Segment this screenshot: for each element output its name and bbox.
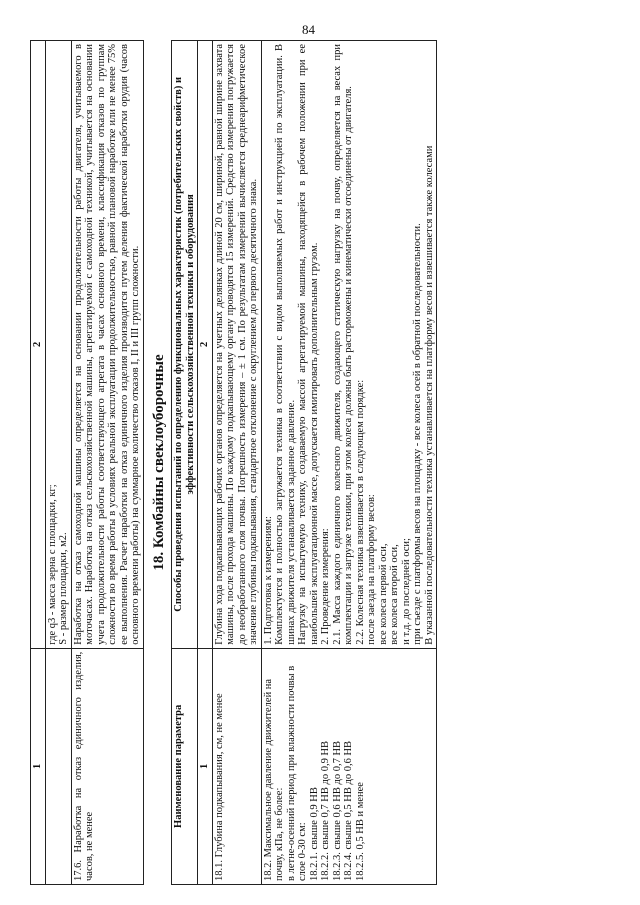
table-17 <box>30 40 144 885</box>
table-17-col1-header: 1 <box>31 648 46 884</box>
param-18-2-line: в летне-осенний период при влажности почвы в слое 0-30 см: <box>285 665 308 881</box>
param-18-2-line: 18.2. Максимальное давление движителей на почву, кПа, не более: <box>262 678 285 881</box>
method-line: все колеса второй оси, <box>389 544 400 645</box>
method-line: Нагрузку на испытуемую технику, создаваемую массой агрегатируемой машины, находящейся в рабочем положении при ее наибольшей эксплуатационной массе, допускается имитировать дополнительным грузом. <box>297 44 320 645</box>
method-line: и т.д. до последней оси; <box>400 538 412 645</box>
param-18-2-line: 18.2.5. 0,5 НВ и менее <box>354 782 366 881</box>
table-18-col1-number: 1 <box>198 648 213 884</box>
table-17-empty-cell <box>45 648 71 884</box>
param-18-2-line: 18.2.4. свыше 0,5 НВ до 0,6 НВ <box>343 740 354 881</box>
method-line: при съезде с платформы весов на площадку - все колеса осей в обратной последовательности. <box>412 223 423 645</box>
table-18-col2-number: 2 <box>198 41 213 649</box>
param-18-2-name <box>261 648 437 884</box>
table-18 <box>171 40 437 885</box>
method-line: В указанной последовательности техника устанавливается на платформу весов и взвешивается также колесами <box>423 145 435 645</box>
formula-note-q: где q3 - масса зерна с площадки, кг; <box>46 484 58 645</box>
method-line: после заезда на платформу весов: <box>366 494 377 645</box>
header-param-name: Наименование параметра <box>172 648 198 884</box>
rotated-page-content <box>30 40 605 885</box>
method-line: все колеса первой оси, <box>377 543 389 645</box>
param-18-2-line: 18.2.3. свыше 0,6 НВ до 0,7 НВ <box>331 740 343 881</box>
param-18-2-method <box>261 41 437 649</box>
method-line: 1. Подготовка к измерениям: <box>262 516 274 645</box>
param-18-1-method: Глубина хода подкапывающих рабочих органов определяется на учетных делянках длиной 20 см, шириной, равной ширине захвата машины, после прохода машины. По каждому подкапывающему органу проводятся 15 измерений. Средство измерения погружается до необработанного слоя почвы. Погрешность измерения – ± 1 см. По результатам измерений вычисляется среднеарифметическое значение глубины подкапывания, стандартное отклонение с округлением до первого десятичного знака. <box>212 41 261 649</box>
method-line: Комплектуется и полностью загружается техника в соответствии с видом выполняемых работ и инструкцией по эксплуатации. В шинах движителя устанавливается заданное давление. <box>274 44 297 645</box>
header-test-methods: Способы проведения испытаний по определению функциональных характеристик (потребительских свойств) и эффективности сельскохозяйственной техники и оборудования <box>172 41 198 649</box>
param-18-2-line: 18.2.1. свыше 0,9 НВ <box>308 787 320 881</box>
param-17-6-name: 17.6. Наработка на отказ единичного изделия, часов, не менее <box>71 648 143 884</box>
table-17-col2-header: 2 <box>31 41 46 649</box>
method-line: 2.2. Колесная техника взвешивается в следующем порядке: <box>354 379 366 645</box>
section-title: 18. Комбайны свеклоуборочные <box>150 354 167 571</box>
method-line: 2.1. Масса каждого единичного колесного движителя, создающего статическую нагрузку на почву, определяется на весах при комплектации и загрузке техники, при этом колеса должны быть расторможены и кинематически отсоединены от двигателя. <box>331 44 354 645</box>
param-17-6-method: Наработка на отказ самоходной машины определяется на основании продолжительности работы двигателя, учитываемого в моточасах. Наработка на отказ сельскохозяйственной машины, агрегатируемой с самоходной техникой, учитывается на основании учета продолжительности работы соответствующего агрегата в часах основного времени, классификация отказов по группам сложности во время работы в условиях реальной эксплуатации продолжительностью, равной плановой наработке или не менее 75% ее выполнения. Расчет наработки на отказ единичного изделия производится путем деления фактической наработки орудия (часов основного времени работы) на суммарное количество отказов I, II и III групп сложности. <box>71 41 143 649</box>
param-18-2-line: 18.2.2. свыше 0,7 НВ до 0,9 НВ <box>320 740 331 881</box>
param-18-1-name: 18.1. Глубина подкапывания, см, не менее <box>212 648 261 884</box>
formula-note-s: S - размер площадки, м2. <box>58 532 69 645</box>
page-number: 84 <box>302 22 315 37</box>
method-line: 2. Проведение измерения: <box>320 528 331 645</box>
formula-notes <box>45 41 71 649</box>
